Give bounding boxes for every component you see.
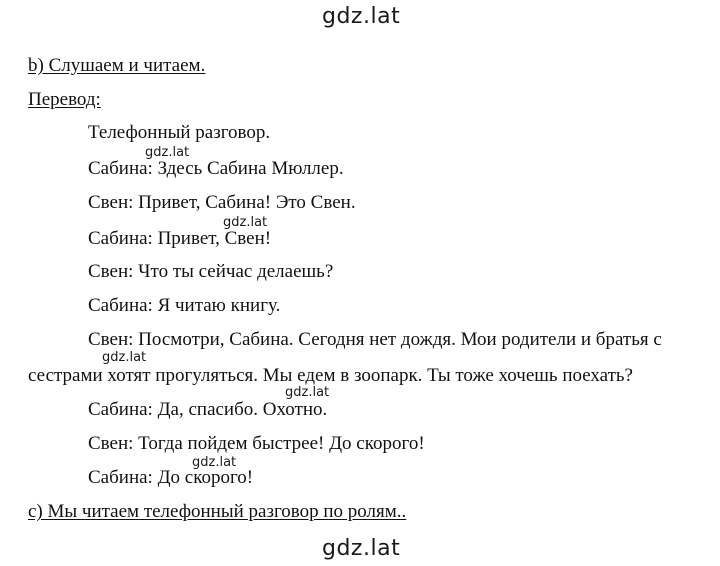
dialogue-line: Сабина: Да, спасибо. Охотно. xyxy=(88,399,328,420)
dialogue-line: сестрами хотят прогуляться. Мы едем в зоопарк. Ты тоже хочешь поехать? xyxy=(28,365,633,386)
section-c-heading: c) Мы читаем телефонный разговор по ролям.. xyxy=(28,501,407,522)
dialogue-line: Свен: Тогда пойдем быстрее! До скорого! xyxy=(88,433,425,454)
dialogue-line: Свен: Привет, Сабина! Это Свен. xyxy=(88,192,356,213)
watermark: gdz.lat xyxy=(192,455,237,470)
watermark: gdz.lat xyxy=(223,215,268,230)
dialogue-line: Свен: Посмотри, Сабина. Сегодня нет дождя. Мои родители и братья с xyxy=(88,329,662,350)
site-header: gdz.lat xyxy=(322,4,401,29)
dialogue-line: Свен: Что ты сейчас делаешь? xyxy=(88,261,334,282)
dialogue-line: Сабина: Привет, Свен! xyxy=(88,228,272,249)
watermark: gdz.lat xyxy=(285,385,330,400)
section-b-heading: b) Слушаем и читаем. xyxy=(28,55,206,76)
watermark: gdz.lat xyxy=(102,350,147,365)
translation-label: Перевод: xyxy=(28,89,101,110)
site-footer: gdz.lat xyxy=(322,536,401,561)
dialogue-line: Сабина: Здесь Сабина Мюллер. xyxy=(88,158,344,179)
watermark: gdz.lat xyxy=(145,145,190,160)
dialogue-title: Телефонный разговор. xyxy=(88,122,271,143)
dialogue-line: Сабина: До скорого! xyxy=(88,467,254,488)
dialogue-line: Сабина: Я читаю книгу. xyxy=(88,295,281,316)
